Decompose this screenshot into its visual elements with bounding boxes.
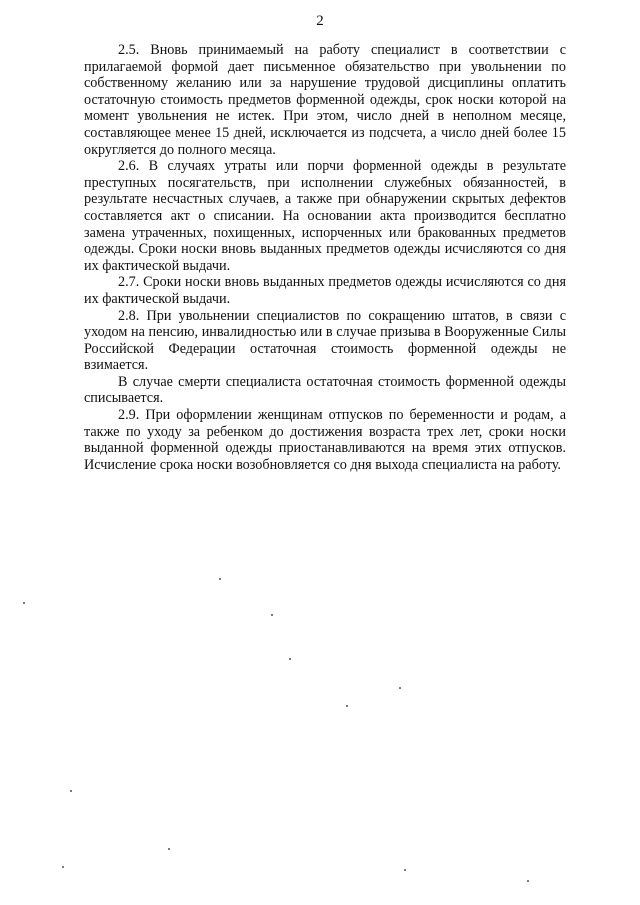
- page-number: 2: [316, 13, 324, 29]
- scan-speck: [70, 790, 72, 792]
- paragraph-2-6: 2.6. В случаях утраты или порчи форменной одежды в результате преступных посягательств, при исполнении служебных обязанностей, в результате несчастных случаев, а также при обнаружении скрытых дефектов составляется акт о списании. На основании акта производится бесплатно замена утраченных, похищенных, испорченных или бракованных предметов одежды. Сроки носки вновь выданных предметов одежды исчисляются со дня их фактической выдачи.: [84, 158, 566, 274]
- paragraph-2-8: 2.8. При увольнении специалистов по сокращению штатов, в связи с уходом на пенсию, инвалидностью или в случае призыва в Вооруженные Силы Российской Федерации остаточная стоимость форменной одежды не взимается.: [84, 307, 566, 374]
- scan-speck: [62, 866, 64, 868]
- scan-speck: [404, 869, 406, 871]
- document-body: [84, 42, 566, 473]
- scan-speck: [271, 614, 273, 616]
- scan-speck: [23, 602, 25, 604]
- paragraph-2-5: 2.5. Вновь принимаемый на работу специалист в соответствии с прилагаемой формой дает письменное обязательство при увольнении по собственному желанию или за нарушение трудовой дисциплины оплатить остаточную стоимость предметов форменной одежды, срок носки которой на момент увольнения не истек. При этом, число дней в неполном месяце, составляющее менее 15 дней, исключается из подсчета, а число дней более 15 округляется до полного месяца.: [84, 42, 566, 158]
- paragraph-2-9: 2.9. При оформлении женщинам отпусков по беременности и родам, а также по уходу за ребенком до достижения возраста трех лет, сроки носки выданной форменной одежды приостанавливаются на время этих отпусков. Исчисление срока носки возобновляется со дня выхода специалиста на работу.: [84, 407, 566, 473]
- scan-speck: [346, 705, 348, 707]
- scan-speck: [399, 687, 401, 689]
- paragraph-2-7: 2.7. Сроки носки вновь выданных предметов одежды исчисляются со дня их фактической выдачи.: [84, 274, 566, 307]
- paragraph-2-8-death: В случае смерти специалиста остаточная стоимость форменной одежды списывается.: [84, 373, 566, 407]
- scan-speck: [219, 578, 221, 580]
- scan-speck: [527, 880, 529, 882]
- scan-speck: [289, 658, 291, 660]
- scan-speck: [168, 848, 170, 850]
